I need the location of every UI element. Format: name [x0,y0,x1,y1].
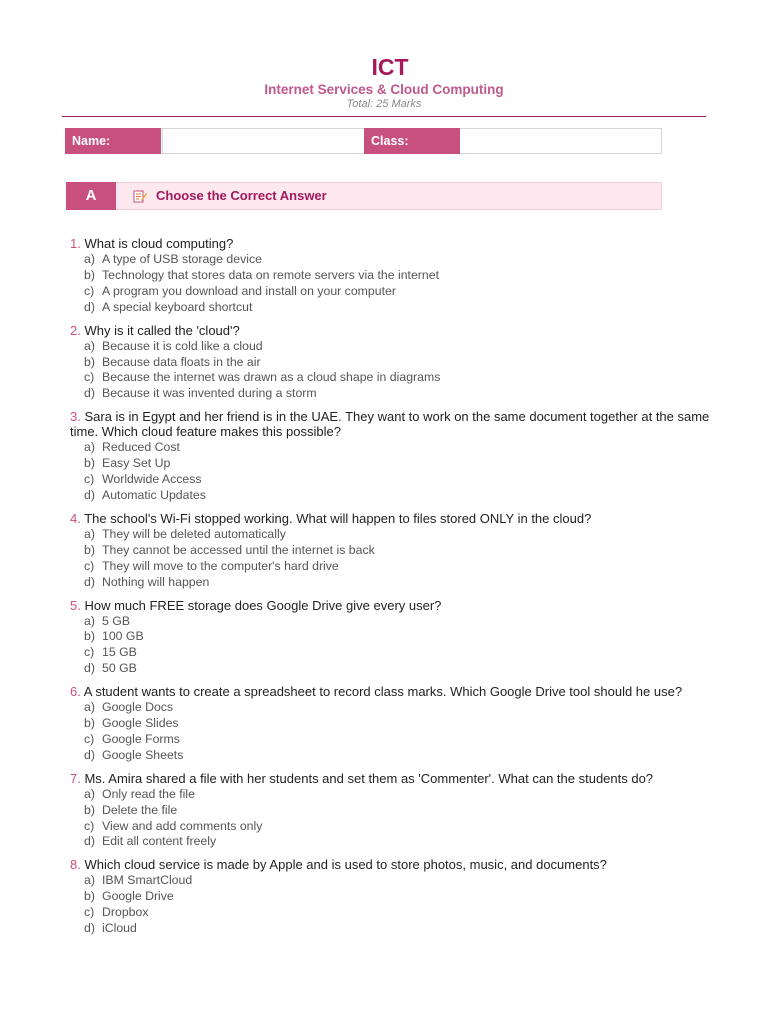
question-number: 5. [70,597,81,613]
option-letter: a) [84,440,95,455]
answer-option[interactable] [84,370,710,386]
question-number: 8. [70,857,81,873]
option-list [84,614,710,678]
option-letter: a) [84,700,95,715]
question-1 [70,236,710,316]
answer-option[interactable] [84,645,710,661]
question-stem [70,236,710,251]
answer-option[interactable] [84,472,710,488]
option-letter: d) [84,386,95,401]
option-text: Google Sheets [102,747,184,762]
question-stem [70,857,710,872]
name-field[interactable] [162,129,364,153]
option-letter: a) [84,873,95,888]
name-label: Name: [65,128,161,154]
answer-option[interactable] [84,873,710,889]
section-header [66,182,662,210]
answer-option[interactable] [84,803,710,819]
option-letter: c) [84,731,95,746]
section-title: Choose the Correct Answer [156,188,327,203]
question-5 [70,598,710,678]
answer-option[interactable] [84,355,710,371]
option-text: IBM SmartCloud [102,873,193,888]
option-text: Because it is cold like a cloud [102,338,263,353]
answer-option[interactable] [84,339,710,355]
option-letter: d) [84,299,95,314]
option-text: Google Slides [102,716,179,731]
pencil-paper-icon [133,189,147,203]
option-letter: b) [84,802,95,817]
option-letter: a) [84,613,95,628]
answer-option[interactable] [84,700,710,716]
question-stem [70,598,710,613]
option-letter: b) [84,542,95,557]
question-stem [70,684,710,699]
student-info-row [65,128,662,154]
question-number: 2. [70,322,81,338]
option-text: Google Docs [102,700,174,715]
answer-option[interactable] [84,440,710,456]
option-letter: d) [84,574,95,589]
question-4 [70,511,710,591]
option-text: 100 GB [102,629,144,644]
option-letter: c) [84,370,95,385]
answer-option[interactable] [84,527,710,543]
answer-option[interactable] [84,300,710,316]
option-text: A type of USB storage device [102,252,262,266]
answer-option[interactable] [84,732,710,748]
option-text: Because the internet was drawn as a cloud shape in diagrams [102,370,441,385]
question-7 [70,771,710,851]
option-letter: a) [84,338,95,353]
answer-option[interactable] [84,268,710,284]
question-number: 7. [70,770,81,786]
option-text: A program you download and install on your computer [102,283,396,298]
option-text: Because data floats in the air [102,354,261,369]
option-text: Easy Set Up [102,456,171,471]
option-letter: b) [84,629,95,644]
answer-option[interactable] [84,748,710,764]
option-letter: c) [84,645,95,660]
answer-option[interactable] [84,819,710,835]
question-list [70,236,710,944]
option-letter: a) [84,252,95,266]
option-letter: c) [84,472,95,487]
option-letter: c) [84,905,95,920]
worksheet-title: ICT [371,54,409,80]
question-number: 1. [70,236,81,251]
option-text: They cannot be accessed until the internet is back [102,542,375,557]
option-list [84,339,710,403]
option-letter: b) [84,889,95,904]
option-list [84,873,710,937]
question-stem [70,409,710,439]
answer-option[interactable] [84,284,710,300]
option-letter: b) [84,354,95,369]
option-list [84,527,710,591]
answer-option[interactable] [84,543,710,559]
class-label: Class: [364,128,460,154]
option-text: View and add comments only [102,818,263,833]
option-letter: d) [84,834,95,849]
question-stem [70,771,710,786]
option-letter: d) [84,921,95,936]
total-marks: Total: 25 Marks [346,98,422,110]
question-stem [70,323,710,338]
option-text: Technology that stores data on remote servers via the internet [102,267,439,282]
option-text: 5 GB [102,613,131,628]
question-text: Why is it called the 'cloud'? [84,322,240,338]
class-field[interactable] [461,129,661,153]
section-letter: A [66,182,116,210]
option-letter: c) [84,558,95,573]
question-text: Sara is in Egypt and her friend is in the UAE. They want to work on the same document together at the same time. Which cloud feature makes this possible? [70,409,710,440]
option-list [84,787,710,851]
option-text: Reduced Cost [102,440,180,455]
answer-option[interactable] [84,488,710,504]
question-2 [70,323,710,403]
question-3 [70,409,710,504]
option-text: Only read the file [102,786,195,801]
question-number: 6. [70,684,81,700]
option-text: iCloud [102,921,137,936]
option-text: 50 GB [102,661,137,676]
question-text: A student wants to create a spreadsheet to record class marks. Which Google Drive tool should he use? [83,684,683,700]
option-text: Automatic Updates [102,487,206,502]
option-text: Nothing will happen [102,574,210,589]
answer-option[interactable] [84,921,710,937]
answer-option[interactable] [84,559,710,575]
option-letter: c) [84,283,95,298]
worksheet-subtitle: Internet Services & Cloud Computing [264,82,504,97]
answer-option[interactable] [84,834,710,850]
question-stem [70,511,710,526]
question-text: Ms. Amira shared a file with her students and set them as 'Commenter'. What can the students do? [84,770,654,786]
answer-option[interactable] [84,787,710,803]
option-letter: d) [84,487,95,502]
question-text: The school's Wi-Fi stopped working. What will happen to files stored ONLY in the cloud? [84,510,592,526]
header-divider [62,116,706,117]
option-text: Because it was invented during a storm [102,386,317,401]
option-letter: d) [84,661,95,676]
question-8 [70,857,710,937]
answer-option[interactable] [84,889,710,905]
option-text: They will be deleted automatically [102,526,286,541]
option-text: A special keyboard shortcut [102,299,253,314]
question-number: 4. [70,510,81,526]
option-text: Delete the file [102,802,178,817]
option-text: Dropbox [102,905,149,920]
option-letter: b) [84,456,95,471]
option-list [84,700,710,764]
question-text: How much FREE storage does Google Drive give every user? [84,597,442,613]
answer-option[interactable] [84,905,710,921]
answer-option[interactable] [84,629,710,645]
option-text: 15 GB [102,645,137,660]
option-letter: b) [84,267,95,282]
question-text: What is cloud computing? [84,236,234,251]
answer-option[interactable] [84,252,710,268]
option-text: Edit all content freely [102,834,217,849]
answer-option[interactable] [84,575,710,591]
option-text: Worldwide Access [102,472,202,487]
option-text: Google Forms [102,731,180,746]
option-text: They will move to the computer's hard drive [102,558,339,573]
option-letter: d) [84,747,95,762]
option-letter: b) [84,716,95,731]
question-6 [70,684,710,764]
option-letter: a) [84,786,95,801]
answer-option[interactable] [84,386,710,402]
question-text: Which cloud service is made by Apple and is used to store photos, music, and documents? [84,857,607,873]
answer-option[interactable] [84,614,710,630]
option-letter: c) [84,818,95,833]
option-letter: a) [84,526,95,541]
option-list [84,252,710,316]
option-text: Google Drive [102,889,174,904]
answer-option[interactable] [84,716,710,732]
answer-option[interactable] [84,456,710,472]
question-number: 3. [70,409,81,425]
option-list [84,440,710,504]
answer-option[interactable] [84,661,710,677]
